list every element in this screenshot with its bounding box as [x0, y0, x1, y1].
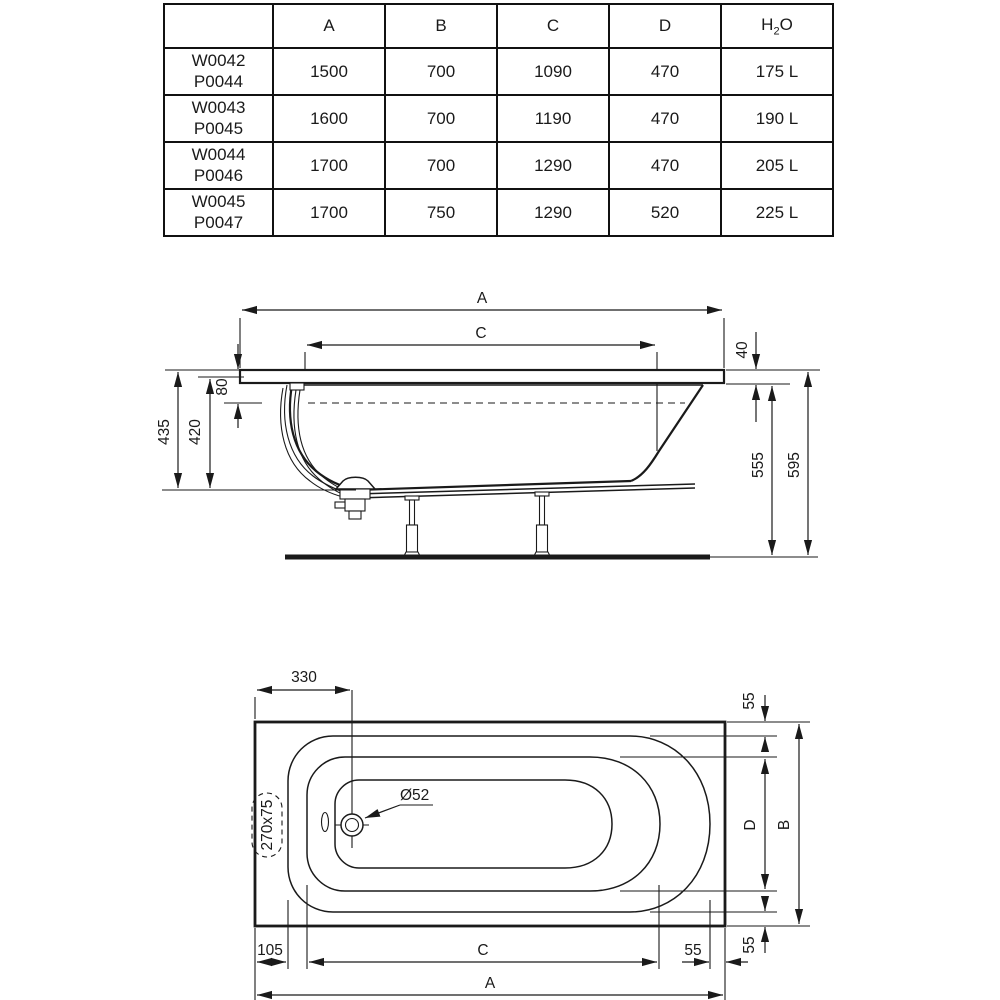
- side-dim-C: [305, 325, 657, 451]
- table-row: [164, 95, 833, 142]
- plan-dim-55-top: [741, 692, 765, 750]
- model-codes: [164, 48, 273, 95]
- cell-b: 700: [385, 142, 497, 189]
- overflow-cutout-label: 270x75: [259, 799, 276, 851]
- plan-dim-A-label: A: [484, 975, 496, 992]
- cell-h2o: 205 L: [721, 142, 833, 189]
- plan-dim-C-label: C: [477, 942, 489, 959]
- model-code-2: P0045: [193, 118, 244, 138]
- cell-a: 1700: [273, 142, 385, 189]
- header-c: C: [497, 4, 609, 48]
- header-a: A: [273, 4, 385, 48]
- plan-dim-A: [257, 975, 723, 995]
- cell-b: 700: [385, 95, 497, 142]
- side-dim-80-label: 80: [214, 378, 231, 396]
- header-model: [164, 4, 273, 48]
- cell-h2o: 175 L: [721, 48, 833, 95]
- model-codes: [164, 142, 273, 189]
- plan-dim-55-bottom-label: 55: [684, 942, 702, 959]
- cell-b: 750: [385, 189, 497, 236]
- table-row: [164, 48, 833, 95]
- h2o-h: H: [761, 14, 774, 34]
- side-dim-595: [786, 372, 808, 555]
- model-code-2: P0044: [193, 71, 244, 91]
- cell-c: 1290: [497, 142, 609, 189]
- model-code-2: P0047: [193, 212, 244, 232]
- side-dim-40: [726, 332, 820, 422]
- table-row: [164, 142, 833, 189]
- model-code-1: W0044: [191, 145, 246, 165]
- side-dim-C-label: C: [475, 325, 487, 342]
- side-dim-420-label: 420: [187, 419, 204, 445]
- cell-a: 1700: [273, 189, 385, 236]
- tub-leg: [534, 492, 550, 556]
- cell-c: 1290: [497, 189, 609, 236]
- plan-dim-C: [309, 942, 657, 962]
- side-dim-A-label: A: [476, 290, 488, 307]
- h2o-o: O: [779, 14, 793, 34]
- header-h2o: [721, 4, 833, 48]
- side-dim-40-label: 40: [734, 341, 751, 359]
- spec-table: [163, 3, 834, 237]
- plan-dim-330: [255, 669, 350, 719]
- model-codes: [164, 189, 273, 236]
- drain-dome: [336, 477, 375, 489]
- header-b: B: [385, 4, 497, 48]
- tub-side-profile: [240, 370, 724, 498]
- drain-diameter-label: Ø52: [400, 787, 430, 804]
- plan-dim-D-label: D: [742, 819, 759, 831]
- cell-d: 470: [609, 48, 721, 95]
- plan-dim-B-label: B: [776, 819, 793, 831]
- cell-d: 470: [609, 95, 721, 142]
- cell-a: 1500: [273, 48, 385, 95]
- tub-leg: [404, 496, 420, 556]
- table-row: [164, 189, 833, 236]
- side-view-drawing: [150, 280, 850, 605]
- model-code-2: P0046: [193, 165, 244, 185]
- side-dim-435: [156, 370, 356, 490]
- cell-a: 1600: [273, 95, 385, 142]
- cell-h2o: 225 L: [721, 189, 833, 236]
- cell-c: 1190: [497, 95, 609, 142]
- plan-dim-55-bottom: [682, 942, 748, 962]
- cell-c: 1090: [497, 48, 609, 95]
- plan-dim-55-top-label: 55: [741, 692, 758, 710]
- tub-rim-bar: [240, 370, 724, 383]
- model-code-1: W0045: [191, 192, 246, 212]
- model-codes: [164, 95, 273, 142]
- side-dim-555: [750, 386, 772, 555]
- overflow-hole: [322, 813, 329, 832]
- side-dim-595-label: 595: [786, 452, 803, 478]
- cell-b: 700: [385, 48, 497, 95]
- cell-d: 470: [609, 142, 721, 189]
- plan-dim-105: [257, 942, 286, 962]
- side-dim-80: [214, 344, 262, 428]
- cell-d: 520: [609, 189, 721, 236]
- plan-view-drawing: [150, 645, 850, 1000]
- h2o-sub: 2: [773, 25, 780, 38]
- model-code-1: W0043: [191, 98, 246, 118]
- plan-dim-D: [742, 759, 765, 889]
- cell-h2o: 190 L: [721, 95, 833, 142]
- plan-dim-B: [776, 724, 799, 924]
- side-dim-555-label: 555: [750, 452, 767, 478]
- model-code-1: W0042: [191, 51, 246, 71]
- side-dim-435-label: 435: [156, 419, 173, 445]
- plan-dim-330-label: 330: [291, 669, 317, 686]
- plan-dim-55-right-bottom-label: 55: [741, 936, 758, 954]
- table-header-row: [164, 4, 833, 48]
- header-d: D: [609, 4, 721, 48]
- drain-assembly: [294, 390, 375, 519]
- plan-dim-105-label: 105: [257, 942, 283, 959]
